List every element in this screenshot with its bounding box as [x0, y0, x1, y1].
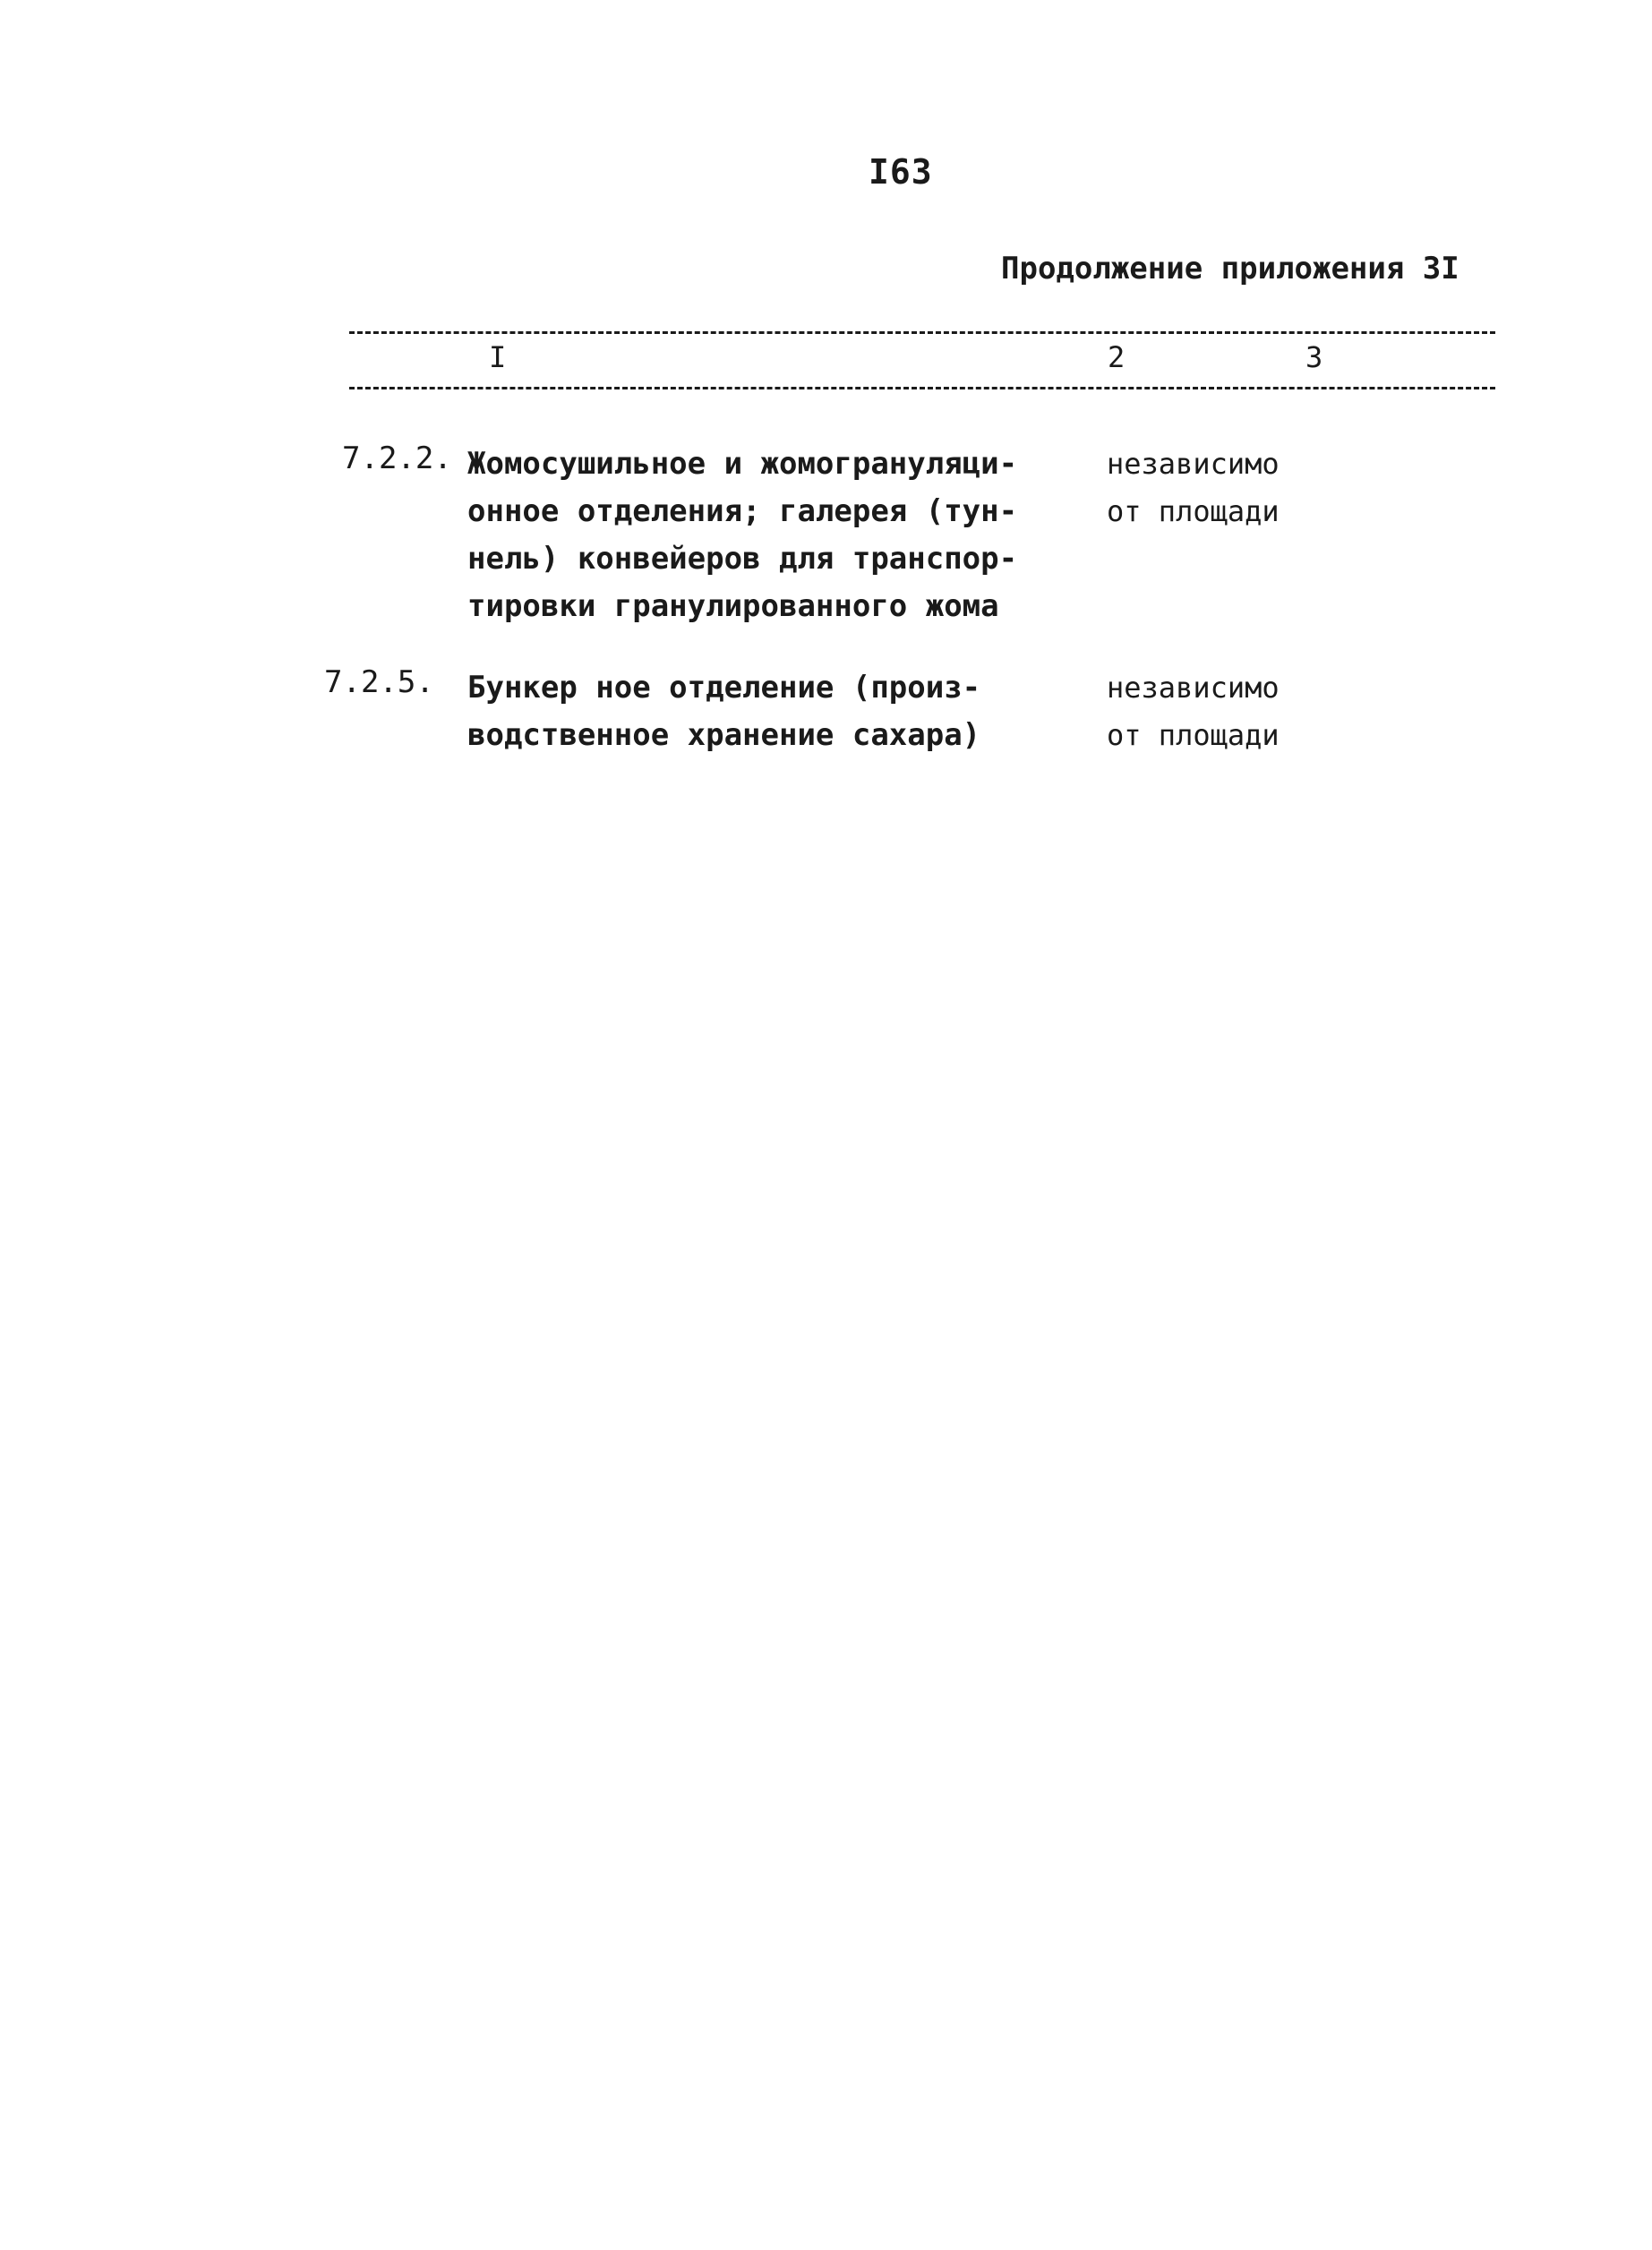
- description-line: нель) конвейеров для транспор-: [467, 541, 1018, 577]
- continuation-heading: Продолжение приложения 3I: [1001, 251, 1459, 287]
- row-description: [467, 664, 980, 759]
- description-line: онное отделения; галерея (тун-: [467, 493, 1018, 529]
- row-number: 7.2.2.: [342, 441, 452, 476]
- table-header-col-2: 2: [1108, 340, 1126, 374]
- description-line: тировки гранулированного жома: [467, 588, 999, 624]
- table-rule-bottom: [349, 387, 1495, 389]
- page-number: I63: [869, 152, 933, 192]
- value-line: от площади: [1107, 718, 1280, 752]
- row-col2-value: [1107, 664, 1280, 759]
- table-header-col-3: 3: [1305, 340, 1323, 374]
- table-rule-top: [349, 331, 1495, 334]
- description-line: Бункер ное отделение (произ-: [467, 670, 981, 706]
- description-line: водственное хранение сахара): [467, 717, 981, 753]
- row-number: 7.2.5.: [324, 664, 434, 700]
- value-line: независимо: [1107, 671, 1280, 705]
- value-line: от площади: [1107, 494, 1280, 528]
- table-header-col-1: I: [489, 340, 507, 374]
- row-description: [467, 441, 1017, 630]
- row-col2-value: [1107, 441, 1280, 535]
- description-line: Жомосушильное и жомогрануляци-: [467, 446, 1018, 482]
- value-line: независимо: [1107, 447, 1280, 481]
